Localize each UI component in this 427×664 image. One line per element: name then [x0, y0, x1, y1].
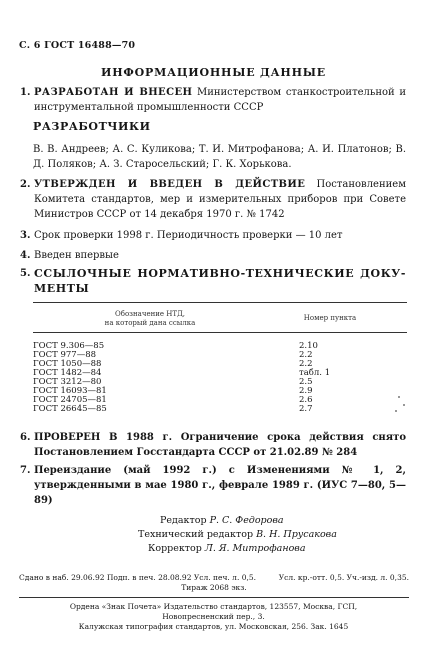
item-2 [20, 177, 406, 222]
imprint-line [19, 573, 409, 583]
footer-line-3: Калужская типография стандартов, ул. Московская, 256. Зак. 1645 [78, 622, 349, 631]
table-cell-designation: ГОСТ 16093—81 [33, 386, 107, 396]
item-5-body [34, 266, 406, 296]
item-5 [20, 266, 406, 296]
credit-editor [160, 514, 284, 528]
credit-proof-role: Корректор [148, 543, 202, 554]
table-cell-clause: 2.10 [299, 341, 318, 351]
table-cell-designation: ГОСТ 9.306—85 [33, 341, 105, 351]
table-cell-designation: ГОСТ 1050—88 [33, 359, 102, 369]
item-4 [20, 248, 406, 263]
page-title: ИНФОРМАЦИОННЫЕ ДАННЫЕ [101, 66, 326, 79]
item-7-text: Переиздание (май 1992 г.) с Изменениями № 1, 2, утвержденными в мае 1980 г., феврале 1989 г. (ИУС 7—80, 5—89) [34, 465, 406, 506]
item-1-body [34, 85, 406, 115]
developers-heading: РАЗРАБОТЧИКИ [33, 120, 151, 133]
item-3-number: 3. [20, 230, 31, 241]
item-2-number: 2. [20, 179, 31, 190]
credit-proof-name: Л. Я. Митрофанова [204, 543, 306, 554]
footer-line-2: Новопресненский пер., 3. [162, 612, 265, 621]
item-3 [20, 228, 406, 243]
item-5-heading-line-2: МЕНТЫ [34, 282, 90, 295]
item-7-number: 7. [20, 465, 31, 476]
table-cell-designation: ГОСТ 1482—84 [33, 368, 102, 378]
imprint-run: Тираж 2068 экз. [181, 583, 247, 592]
item-1-number: 1. [20, 87, 31, 98]
item-6-number: 6. [20, 432, 31, 443]
credit-editor-name: Р. С. Федорова [209, 515, 284, 526]
table-cell-clause: 2.6 [299, 395, 313, 405]
scan-speck [395, 410, 397, 412]
table-cell-clause: 2.2 [299, 359, 313, 369]
item-2-text: Постановлением Комитета стандартов, мер и измерительных приборов при Совете Министров СССР от 14 декабря 1970 г. № 1742 [34, 179, 406, 220]
item-5-heading-line [34, 266, 406, 281]
item-2-lead: УТВЕРЖДЕН И ВВЕДЕН В ДЕЙСТВИЕ [34, 179, 306, 190]
item-2-body [34, 177, 406, 222]
item-6 [20, 430, 406, 460]
footer-line-1: Ордена «Знак Почета» Издательство стандартов, 123557, Москва, ГСП, [69, 602, 358, 611]
table-cell-designation: ГОСТ 24705—81 [33, 395, 107, 405]
table-top-rule [33, 302, 407, 303]
credit-tech-editor [138, 528, 337, 542]
footer-divider [19, 597, 409, 598]
imprint-right: Усл. кр.-отт. 0,5. Уч.-изд. л. 0,35. [278, 573, 409, 582]
table-cell-clause: 2.5 [299, 377, 313, 387]
table-header-designation: Обозначение НТД, на который дана ссылка [104, 310, 196, 327]
imprint-left: Сдано в наб. 29.06.92 Подп. в печ. 28.08.92 Усл. печ. л. 0,5. [19, 573, 257, 582]
table-cell-designation: ГОСТ 26645—85 [33, 404, 107, 414]
item-1-text: Министерством станкостроительной и инструментальной промышленности СССР [34, 87, 406, 113]
table-header-clause: Номер пункта [303, 314, 357, 322]
imprint-block [19, 573, 409, 593]
scan-speck [403, 404, 405, 406]
table-cell-designation: ГОСТ 3212—80 [33, 377, 102, 387]
table-cell-clause: 2.2 [299, 350, 313, 360]
item-5-number: 5. [20, 268, 31, 279]
table-header-rule [33, 332, 407, 333]
table-cell-clause: 2.7 [299, 404, 313, 414]
credit-tech-name: В. Н. Прусакова [256, 529, 337, 540]
item-1-lead: РАЗРАБОТАН И ВНЕСЕН [34, 87, 193, 98]
item-4-text: Введен впервые [34, 250, 119, 261]
developers-list: В. В. Андреев; А. С. Куликова; Т. И. Митрофанова; А. И. Платонов; В. Д. Поляков; А. З. Старосельский; Г. К. Хорькова. [33, 144, 406, 170]
table-row [33, 405, 407, 414]
table-cell-clause: табл. 1 [299, 368, 331, 378]
item-6-text: ПРОВЕРЕН В 1988 г. Ограничение срока действия снято Постановлением Госстандарта СССР от 21.02.89 № 284 [34, 432, 406, 458]
publisher-footer [0, 602, 427, 632]
item-5-word-1: ССЫЛОЧНЫЕ [34, 267, 132, 280]
table-cell-clause: 2.9 [299, 386, 313, 396]
item-4-number: 4. [20, 250, 31, 261]
credit-proofreader [148, 542, 306, 556]
table-cell-designation: ГОСТ 977—88 [33, 350, 97, 360]
item-1 [20, 85, 406, 115]
scan-speck [398, 396, 400, 398]
item-5-word-2: НОРМАТИВНО-ТЕХНИЧЕСКИЕ [137, 267, 355, 280]
page-header: С. 6 ГОСТ 16488—70 [19, 40, 136, 51]
item-3-text: Срок проверки 1998 г. Периодичность проверки — 10 лет [34, 230, 343, 241]
credit-editor-role: Редактор [160, 515, 207, 526]
item-7 [20, 463, 406, 508]
item-5-word-3: ДОКУ- [360, 267, 406, 280]
credit-tech-role: Технический редактор [138, 529, 254, 540]
